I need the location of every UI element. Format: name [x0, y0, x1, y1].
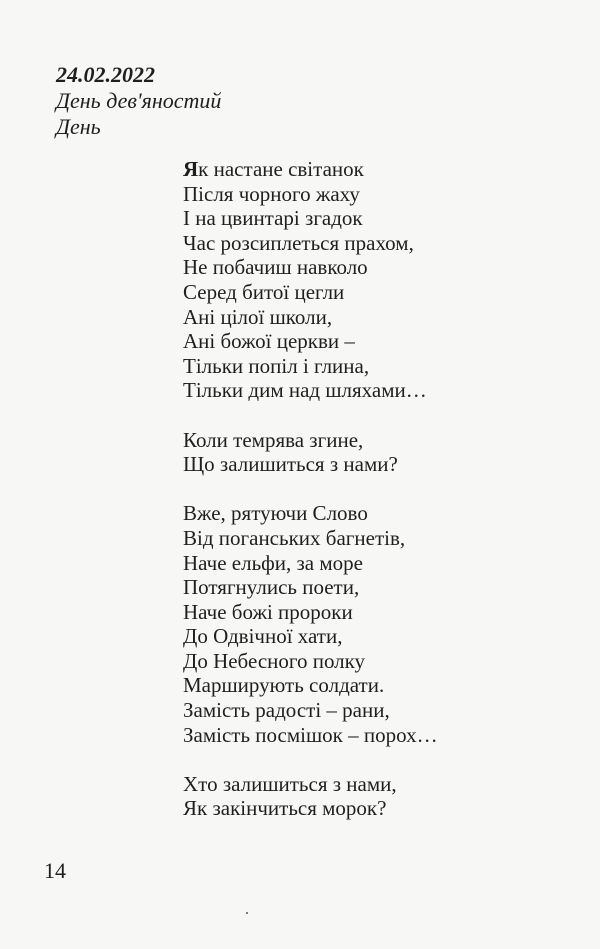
poem-line: Від поганських багнетів, [183, 525, 406, 550]
page-number: 14 [44, 858, 66, 883]
stanza-4 [183, 772, 438, 821]
poem-subtitle-2: День [56, 114, 101, 139]
poem-line: Час розсиплеться прахом, [183, 230, 414, 255]
poem-line: До Одвічної хати, [183, 624, 343, 649]
poem-line: Серед битої цегли [183, 279, 345, 304]
poem-line: І на цвинтарі згадок [183, 206, 363, 231]
poem-line: Замість посмішок – порох… [183, 722, 438, 747]
poem-body [183, 157, 438, 821]
poem-line: Марширують солдати. [183, 673, 385, 698]
poem-line: Ані цілої школи, [183, 304, 333, 329]
poem-line: Не побачиш навколо [183, 255, 368, 280]
poem-line: Як закінчиться морок? [183, 796, 387, 821]
poem-line: До Небесного полку [183, 648, 366, 673]
poem-line: Хто залишиться з нами, [183, 771, 397, 796]
poem-header [56, 62, 221, 140]
stanza-1 [183, 157, 438, 403]
poem-line: Коли темрява згине, [183, 427, 364, 452]
poem-line-text: к настане світанок [198, 157, 364, 181]
poem-line: Що залишиться з нами? [183, 452, 398, 477]
poem-line: Потягнулись поети, [183, 575, 360, 600]
poem-line: Наче ельфи, за море [183, 550, 363, 575]
poem-line: Наче божі пророки [183, 599, 353, 624]
poem-line: Тільки попіл і глина, [183, 353, 370, 378]
stanza-3 [183, 501, 438, 747]
poem-line: Вже, рятуючи Слово [183, 501, 368, 526]
poem-line: Замість радості – рани, [183, 698, 390, 723]
poem-line: Після чорного жаху [183, 181, 360, 206]
poem-line [183, 157, 438, 182]
stanza-2 [183, 428, 438, 477]
drop-letter: Я [183, 157, 199, 181]
poem-line: Тільки дим над шляхами… [183, 378, 427, 403]
print-speck [246, 912, 248, 914]
poem-subtitle: День дев'яностий [56, 88, 222, 113]
poem-line: Ані божої церкви – [183, 329, 355, 354]
poem-date: 24.02.2022 [56, 62, 155, 87]
